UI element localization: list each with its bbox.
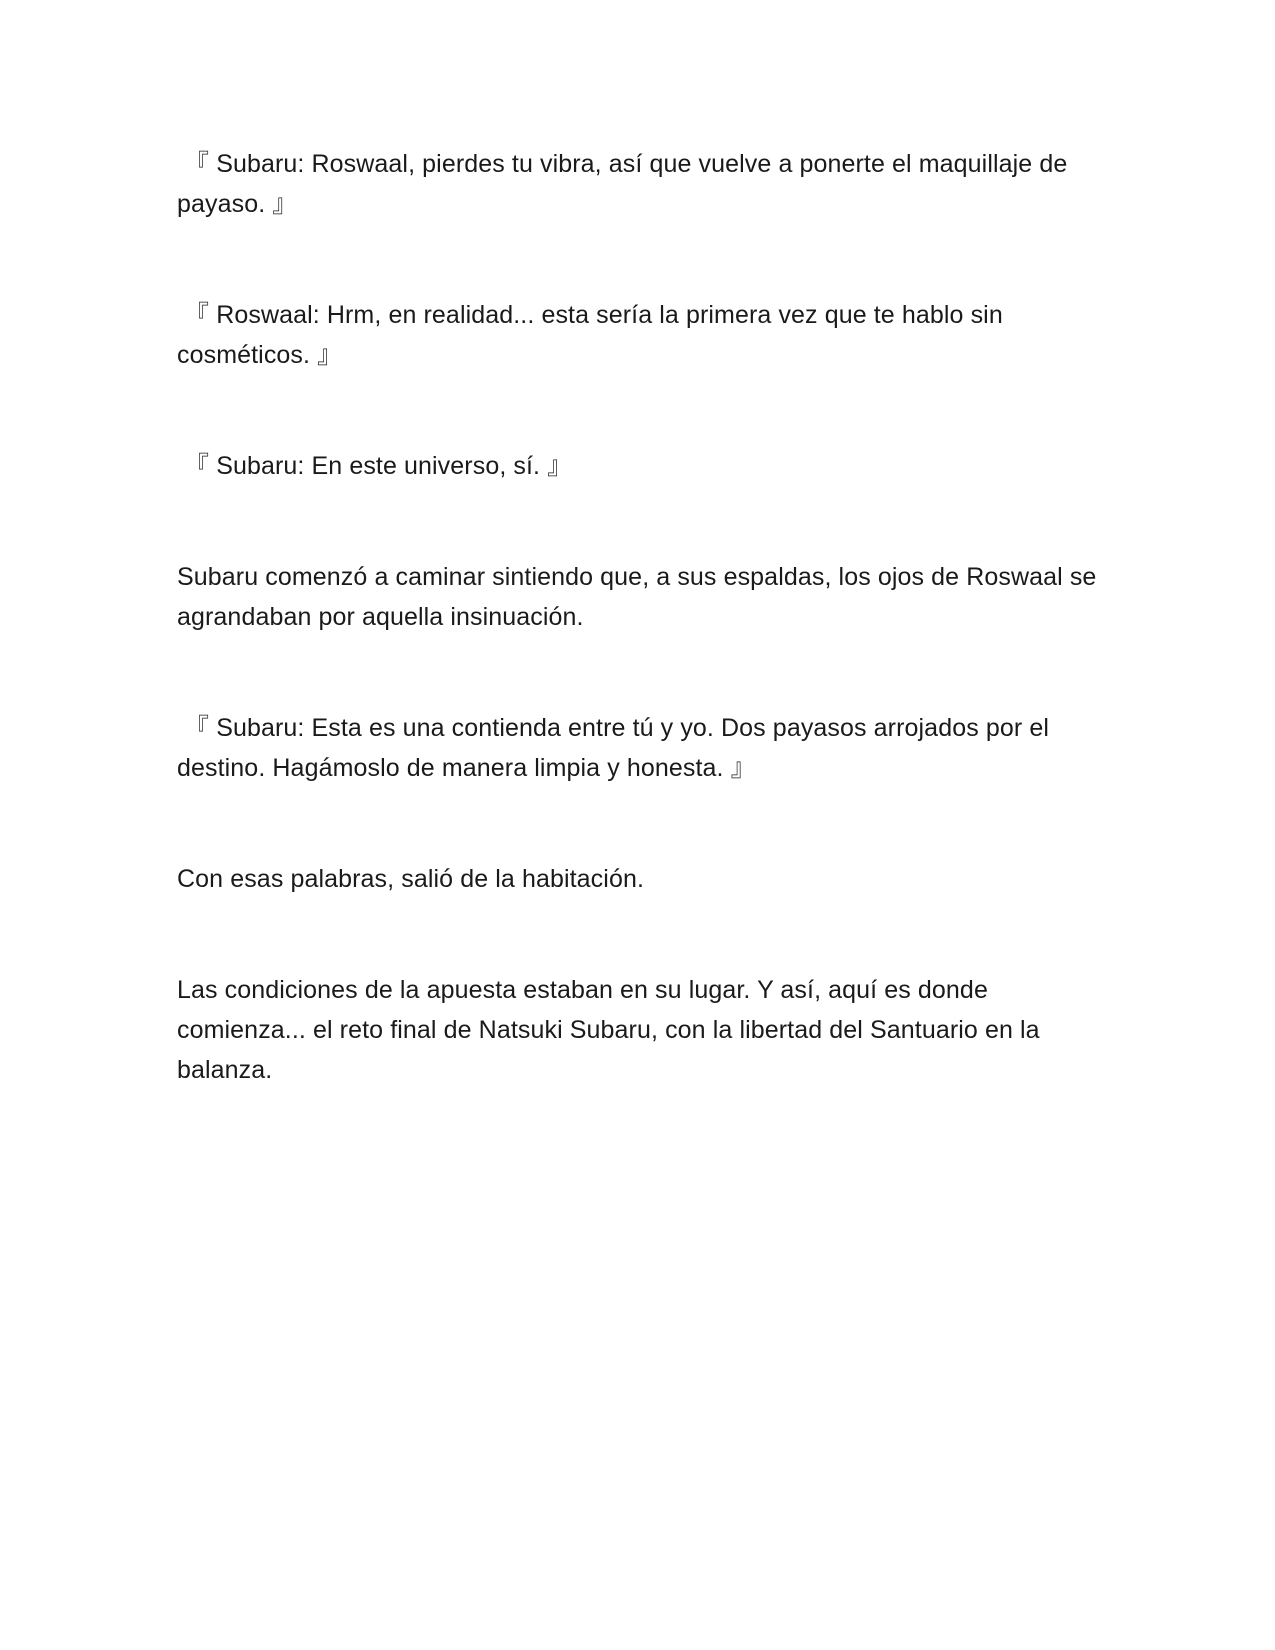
dialogue-paragraph: 『 Subaru: Esta es una contienda entre tú y yo. Dos payasos arrojados por el destino. Hagámoslo de manera limpia y honesta. 』 [177,714,1049,782]
narration-paragraph: Subaru comenzó a caminar sintiendo que, a sus espaldas, los ojos de Roswaal se agrandaban por aquella insinuación. [177,563,1097,631]
narration-paragraph: Las condiciones de la apuesta estaban en su lugar. Y así, aquí es donde comienza... el reto final de Natsuki Subaru, con la libertad del Santuario en la balanza. [177,976,1040,1084]
narration-paragraph: Con esas palabras, salió de la habitación. [177,865,644,893]
document-body [177,144,1107,1090]
dialogue-paragraph: 『 Subaru: En este universo, sí. 』 [177,452,573,480]
dialogue-paragraph: 『 Roswaal: Hrm, en realidad... esta sería la primera vez que te hablo sin cosméticos. 』 [177,301,1003,369]
dialogue-paragraph: 『 Subaru: Roswaal, pierdes tu vibra, así que vuelve a ponerte el maquillaje de payaso. 』 [177,150,1068,218]
